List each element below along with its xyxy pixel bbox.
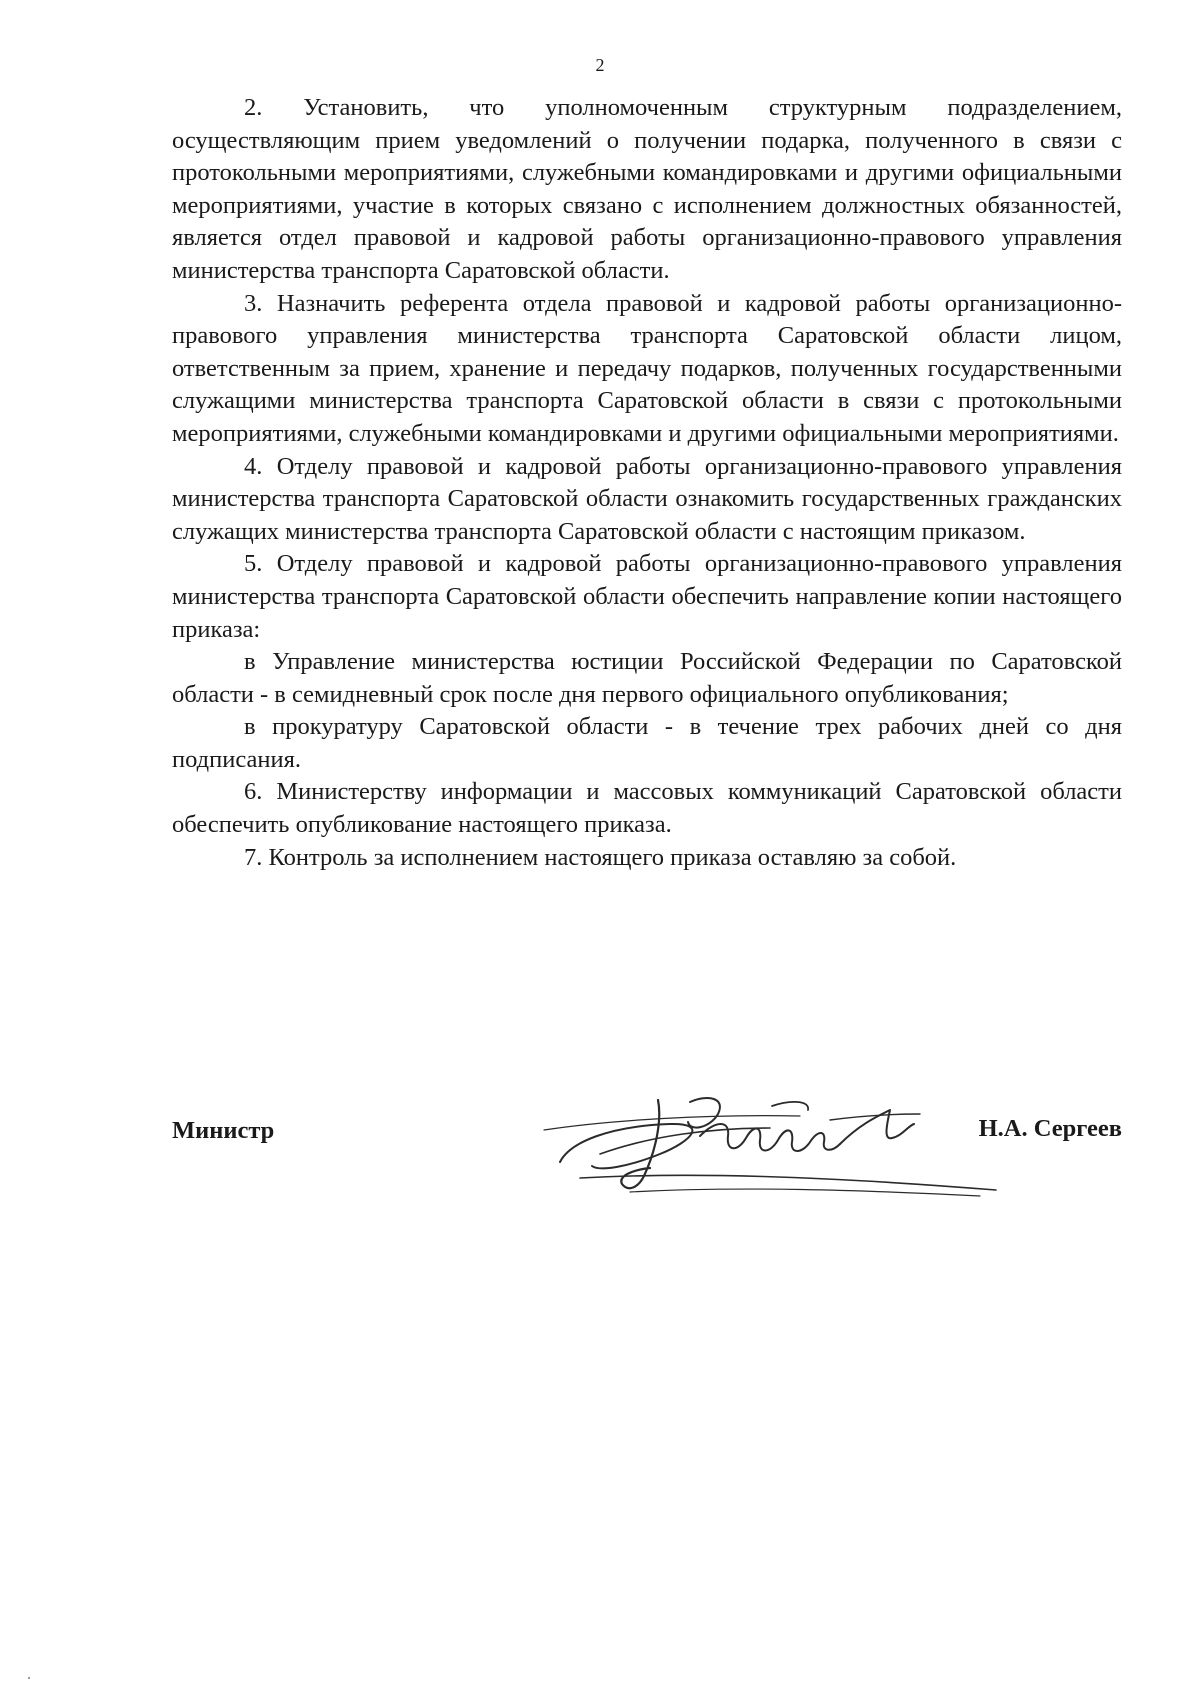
signatory-title: Министр (172, 1117, 275, 1144)
paragraph-item-5: 5. Отделу правовой и кадровой работы организационно-правового управления министерства транспорта Саратовской области обеспечить направление копии настоящего приказа: (172, 550, 1122, 643)
document-body (172, 92, 1122, 874)
handwritten-signature (540, 1080, 1010, 1204)
paragraph-recipient-justice: в Управление министерства юстиции Российской Федерации по Саратовской области - в семидневный срок после дня первого официального опубликования; (172, 648, 1122, 708)
page-number: 2 (595, 55, 605, 75)
paragraph-item-6: 6. Министерству информации и массовых коммуникаций Саратовской области обеспечить опубликование настоящего приказа. (172, 778, 1122, 839)
paragraph-item-3: 3. Назначить референта отдела правовой и кадровой работы организационно-правового управления министерства транспорта Саратовской области лицом, ответственным за прием, хранение и передачу подарков, полученных государственными служащими министерства транспорта Саратовской области в связи с протокольными мероприятиями, служебными командировками и другими официальными мероприятиями. (172, 289, 1122, 447)
paragraph-recipient-prosecutor: в прокуратуру Саратовской области - в течение трех рабочих дней со дня подписания. (172, 713, 1122, 773)
paragraph-item-4: 4. Отделу правовой и кадровой работы организационно-правового управления министерства транспорта Саратовской области ознакомить государственных гражданских служащих министерства транспорта Саратовской области с настоящим приказом. (172, 452, 1122, 545)
scan-speck (28, 1677, 30, 1679)
signature-block (172, 1100, 1122, 1210)
paragraph-item-7: 7. Контроль за исполнением настоящего приказа оставляю за собой. (244, 843, 957, 871)
paragraph-item-2: 2. Установить, что уполномоченным структурным подразделением, осуществляющим прием уведомлений о получении подарка, полученного в связи с протокольными мероприятиями, служебными командировками и другими официальными мероприятиями, участие в которых связано с исполнением должностных обязанностей, является отдел правовой и кадровой работы организационно-правового управления министерства транспорта Саратовской области. (172, 94, 1122, 284)
signatory-name: Н.А. Сергеев (978, 1115, 1122, 1142)
